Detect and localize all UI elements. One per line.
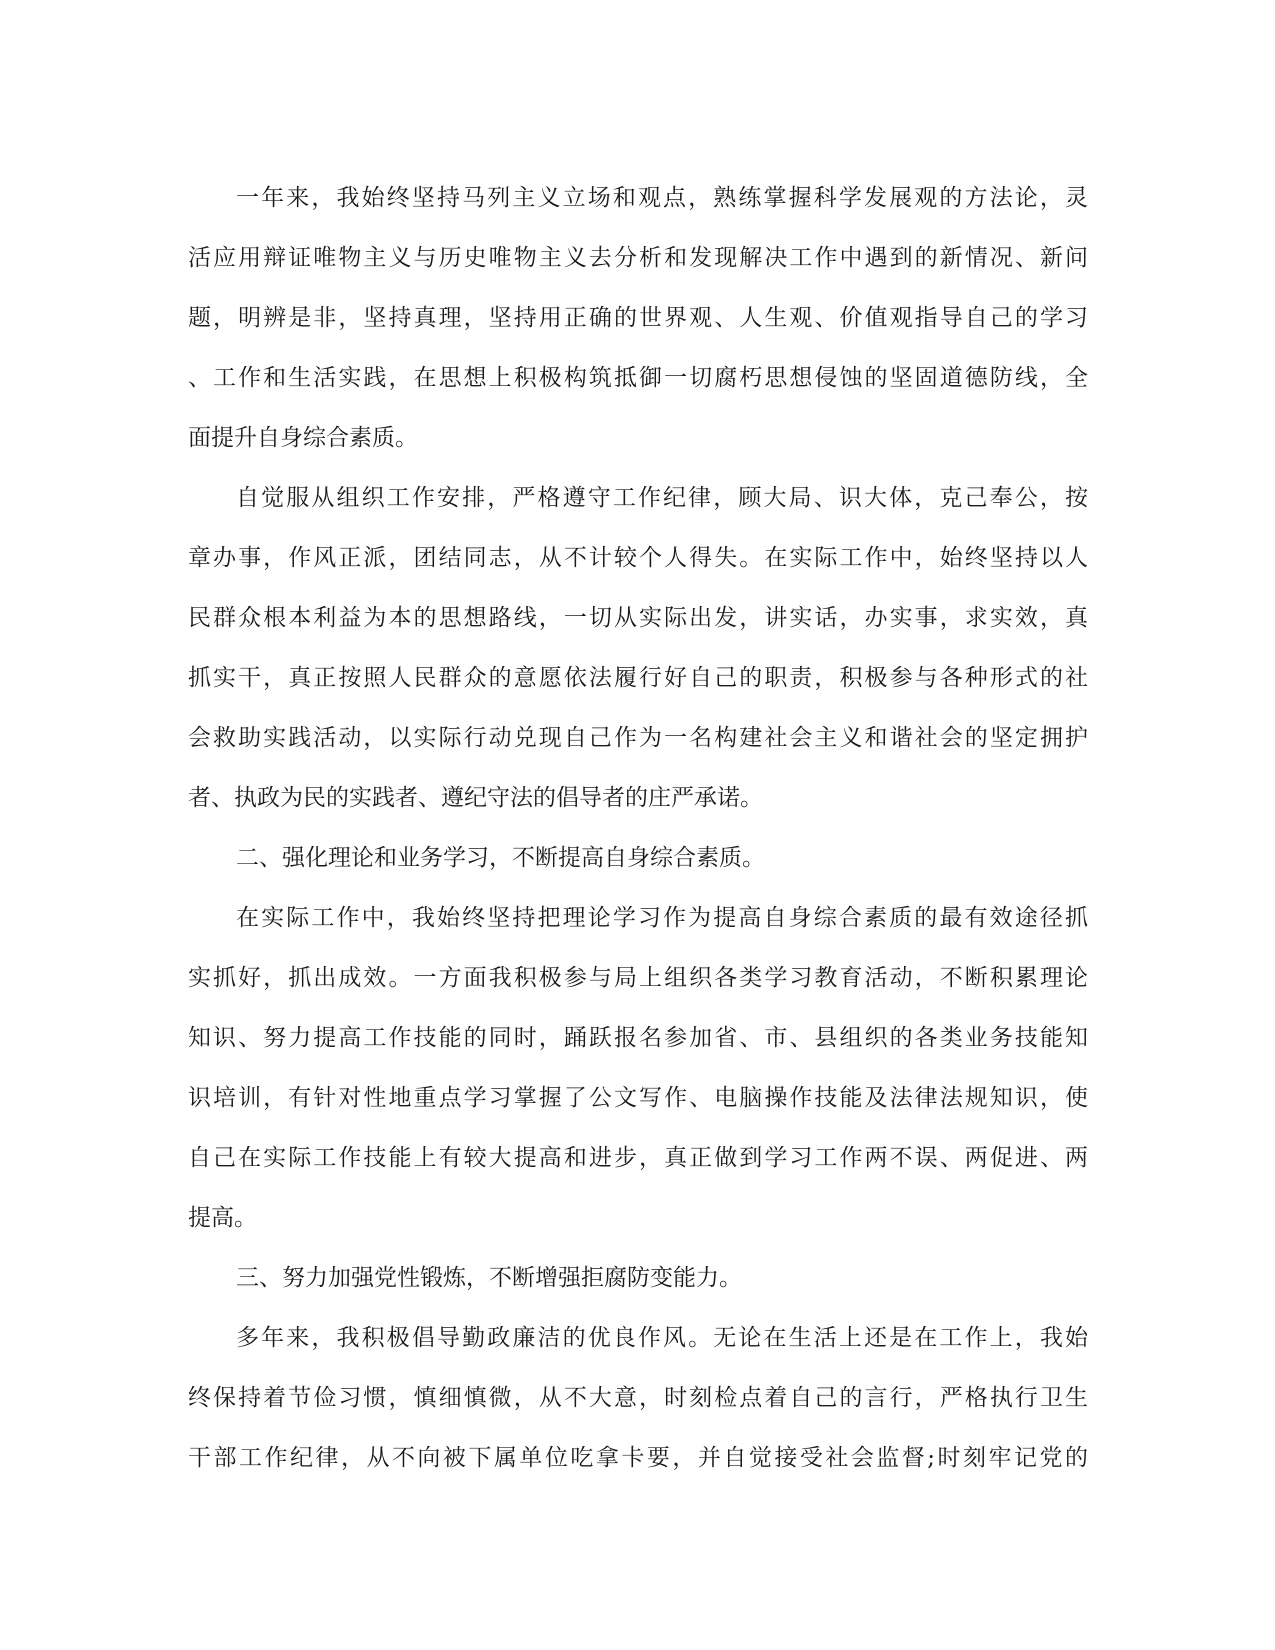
text-line: 自己在实际工作技能上有较大提高和进步，真正做到学习工作两不误、两促进、两: [188, 1145, 1088, 1171]
text-line: 活应用辩证唯物主义与历史唯物主义去分析和发现解决工作中遇到的新情况、新问: [188, 245, 1088, 271]
text-line: 面提升自身综合素质。: [188, 425, 418, 451]
text-line: 抓实干，真正按照人民群众的意愿依法履行好自己的职责，积极参与各种形式的社: [188, 665, 1088, 691]
text-line: 、工作和生活实践，在思想上积极构筑抵御一切腐朽思想侵蚀的坚固道德防线，全: [188, 365, 1088, 391]
text-line: 终保持着节俭习惯，慎细慎微，从不大意，时刻检点着自己的言行，严格执行卫生: [188, 1385, 1088, 1411]
text-line: 提高。: [188, 1205, 257, 1231]
paragraph-discipline: [188, 468, 1088, 828]
section-heading-study: [188, 828, 1088, 888]
text-line: 题，明辨是非，坚持真理，坚持用正确的世界观、人生观、价值观指导自己的学习: [188, 305, 1088, 331]
text-line: 干部工作纪律，从不向被下属单位吃拿卡要，并自觉接受社会监督;时刻牢记党的: [188, 1445, 1088, 1471]
paragraph-ideology: [188, 168, 1088, 468]
text-line: 在实际工作中，我始终坚持把理论学习作为提高自身综合素质的最有效途径抓: [236, 905, 1088, 931]
text-line: 知识、努力提高工作技能的同时，踊跃报名参加省、市、县组织的各类业务技能知: [188, 1025, 1088, 1051]
text-line: 实抓好，抓出成效。一方面我积极参与局上组织各类学习教育活动，不断积累理论: [188, 965, 1088, 991]
heading-line: 三、努力加强党性锻炼，不断增强拒腐防变能力。: [236, 1265, 742, 1291]
heading-line: 二、强化理论和业务学习，不断提高自身综合素质。: [236, 845, 765, 871]
document-body: [188, 168, 1088, 1488]
text-line: 民群众根本利益为本的思想路线，一切从实际出发，讲实话，办实事，求实效，真: [188, 605, 1088, 631]
paragraph-study: [188, 888, 1088, 1248]
paragraph-integrity: [188, 1308, 1088, 1488]
text-line: 会救助实践活动，以实际行动兑现自己作为一名构建社会主义和谐社会的坚定拥护: [188, 725, 1088, 751]
text-line: 自觉服从组织工作安排，严格遵守工作纪律，顾大局、识大体，克己奉公，按: [236, 485, 1088, 511]
text-line: 识培训，有针对性地重点学习掌握了公文写作、电脑操作技能及法律法规知识，使: [188, 1085, 1088, 1111]
text-line: 者、执政为民的实践者、遵纪守法的倡导者的庄严承诺。: [188, 785, 763, 811]
text-line: 章办事，作风正派，团结同志，从不计较个人得失。在实际工作中，始终坚持以人: [188, 545, 1088, 571]
text-line: 多年来，我积极倡导勤政廉洁的优良作风。无论在生活上还是在工作上，我始: [236, 1325, 1088, 1351]
text-line: 一年来，我始终坚持马列主义立场和观点，熟练掌握科学发展观的方法论，灵: [236, 185, 1088, 211]
section-heading-integrity: [188, 1248, 1088, 1308]
